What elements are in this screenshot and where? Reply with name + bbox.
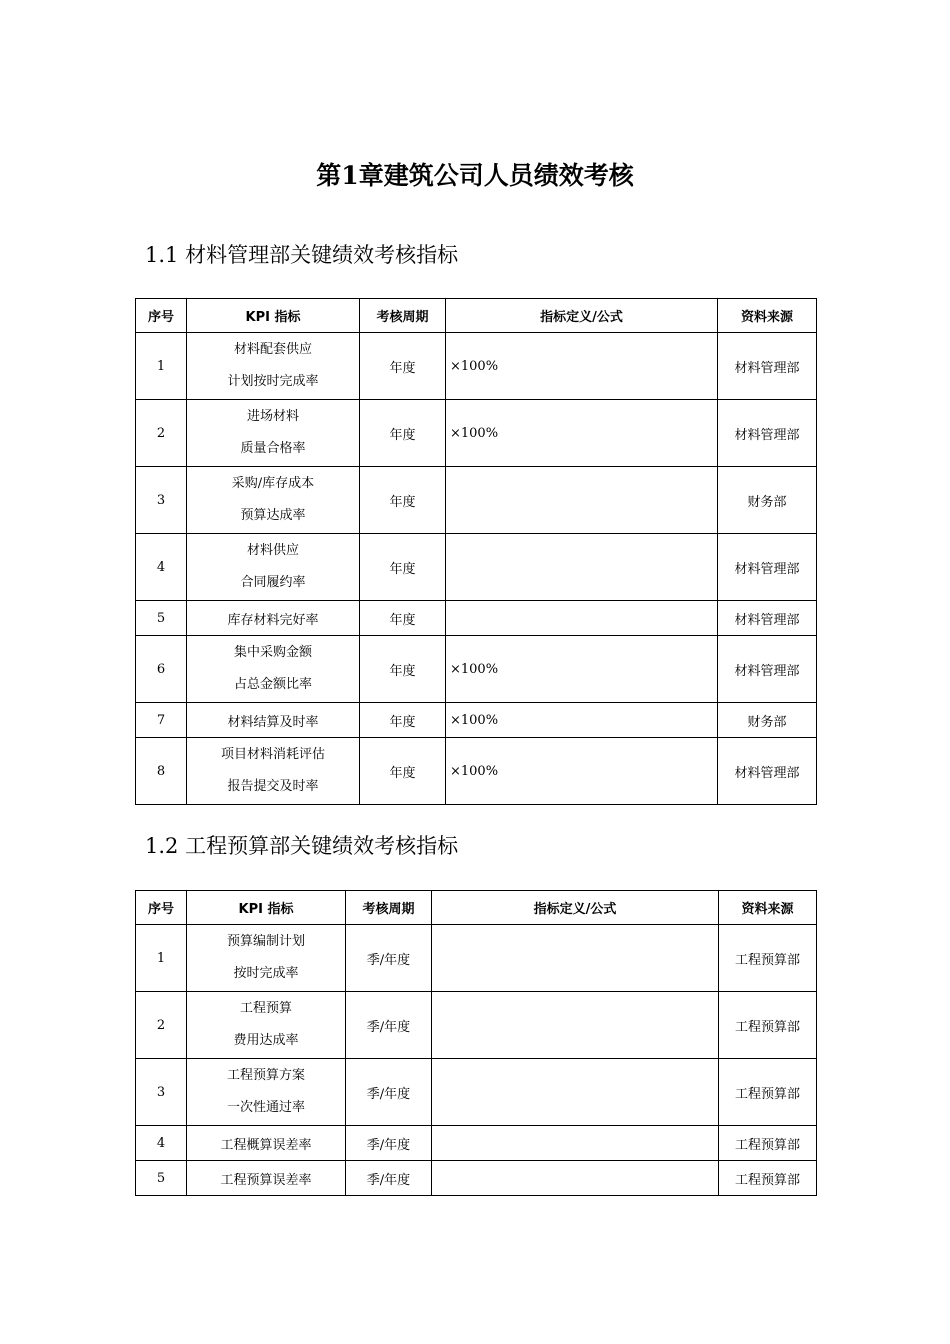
table-row <box>136 703 817 738</box>
period: 季/年度 <box>346 1059 432 1126</box>
source: 财务部 <box>718 467 817 534</box>
row-no: 3 <box>136 1059 187 1126</box>
header-source: 资料来源 <box>718 299 817 333</box>
kpi-line: 材料配套供应 <box>233 342 312 357</box>
period: 季/年度 <box>346 925 432 992</box>
row-no: 2 <box>136 992 187 1059</box>
formula: ×100% <box>446 703 718 738</box>
kpi-name: 材料结算及时率 <box>187 703 360 738</box>
page-title: 第1章建筑公司人员绩效考核 <box>316 161 634 190</box>
table-row <box>136 601 817 636</box>
formula <box>446 467 718 534</box>
row-no: 1 <box>136 925 187 992</box>
table-row <box>136 925 817 992</box>
kpi-name <box>187 534 360 601</box>
row-no: 7 <box>136 703 187 738</box>
source: 材料管理部 <box>718 738 817 805</box>
kpi-line: 采购/库存成本 <box>231 476 315 491</box>
period: 年度 <box>360 636 446 703</box>
period: 年度 <box>360 467 446 534</box>
table-row <box>136 1161 817 1196</box>
formula: ×100% <box>446 636 718 703</box>
table-row <box>136 467 817 534</box>
kpi-line: 材料供应 <box>246 543 299 558</box>
kpi-name <box>187 400 360 467</box>
kpi-line: 工程预算 <box>239 1001 292 1016</box>
row-no: 5 <box>136 601 187 636</box>
kpi-line: 报告提交及时率 <box>227 779 319 794</box>
table-row <box>136 636 817 703</box>
kpi-line: 占总金额比率 <box>233 677 312 692</box>
kpi-line: 一次性通过率 <box>226 1100 305 1115</box>
kpi-name: 工程预算误差率 <box>187 1161 346 1196</box>
source: 材料管理部 <box>718 400 817 467</box>
kpi-line: 进场材料 <box>246 409 299 424</box>
formula <box>432 992 719 1059</box>
formula <box>446 534 718 601</box>
source: 工程预算部 <box>719 1161 817 1196</box>
table-header-row <box>136 299 817 333</box>
table-row <box>136 400 817 467</box>
kpi-name <box>187 333 360 400</box>
kpi-name <box>187 992 346 1059</box>
header-period: 考核周期 <box>346 891 432 925</box>
source: 材料管理部 <box>718 534 817 601</box>
section-heading-materials: 1.1 材料管理部关键绩效考核指标 <box>145 243 459 267</box>
period: 年度 <box>360 703 446 738</box>
table-row <box>136 738 817 805</box>
kpi-line: 工程预算方案 <box>226 1068 305 1083</box>
table-row <box>136 534 817 601</box>
header-no: 序号 <box>136 891 187 925</box>
kpi-line: 合同履约率 <box>240 575 306 590</box>
formula: ×100% <box>446 400 718 467</box>
period: 年度 <box>360 333 446 400</box>
header-formula: 指标定义/公式 <box>432 891 719 925</box>
kpi-name: 库存材料完好率 <box>187 601 360 636</box>
kpi-name <box>187 925 346 992</box>
table-row <box>136 1059 817 1126</box>
kpi-line: 计划按时完成率 <box>227 374 319 389</box>
table-row <box>136 992 817 1059</box>
row-no: 4 <box>136 534 187 601</box>
header-period: 考核周期 <box>360 299 446 333</box>
source: 工程预算部 <box>719 925 817 992</box>
kpi-line: 预算达成率 <box>240 508 306 523</box>
kpi-line: 集中采购金额 <box>233 645 312 660</box>
period: 季/年度 <box>346 1126 432 1161</box>
header-kpi: KPI 指标 <box>187 891 346 925</box>
header-formula: 指标定义/公式 <box>446 299 718 333</box>
kpi-line: 费用达成率 <box>233 1033 299 1048</box>
header-kpi: KPI 指标 <box>187 299 360 333</box>
kpi-name <box>187 467 360 534</box>
row-no: 8 <box>136 738 187 805</box>
kpi-line: 预算编制计划 <box>226 934 305 949</box>
section-heading-budget: 1.2 工程预算部关键绩效考核指标 <box>145 834 459 858</box>
kpi-name: 工程概算误差率 <box>187 1126 346 1161</box>
period: 年度 <box>360 738 446 805</box>
kpi-table-materials <box>135 298 817 805</box>
table-row <box>136 1126 817 1161</box>
formula <box>432 925 719 992</box>
row-no: 2 <box>136 400 187 467</box>
source: 工程预算部 <box>719 1126 817 1161</box>
row-no: 3 <box>136 467 187 534</box>
kpi-name <box>187 738 360 805</box>
source: 材料管理部 <box>718 636 817 703</box>
source: 财务部 <box>718 703 817 738</box>
row-no: 4 <box>136 1126 187 1161</box>
period: 年度 <box>360 400 446 467</box>
kpi-line: 项目材料消耗评估 <box>220 747 325 762</box>
formula: ×100% <box>446 738 718 805</box>
table-header-row <box>136 891 817 925</box>
header-no: 序号 <box>136 299 187 333</box>
row-no: 6 <box>136 636 187 703</box>
row-no: 5 <box>136 1161 187 1196</box>
table-row <box>136 333 817 400</box>
formula <box>432 1126 719 1161</box>
source: 材料管理部 <box>718 601 817 636</box>
period: 季/年度 <box>346 992 432 1059</box>
kpi-line: 按时完成率 <box>233 966 299 981</box>
formula: ×100% <box>446 333 718 400</box>
period: 年度 <box>360 534 446 601</box>
source: 材料管理部 <box>718 333 817 400</box>
kpi-name <box>187 636 360 703</box>
source: 工程预算部 <box>719 992 817 1059</box>
kpi-name <box>187 1059 346 1126</box>
period: 季/年度 <box>346 1161 432 1196</box>
kpi-line: 质量合格率 <box>240 441 306 456</box>
header-source: 资料来源 <box>719 891 817 925</box>
formula <box>432 1059 719 1126</box>
kpi-table-budget <box>135 890 817 1196</box>
source: 工程预算部 <box>719 1059 817 1126</box>
formula <box>432 1161 719 1196</box>
formula <box>446 601 718 636</box>
row-no: 1 <box>136 333 187 400</box>
period: 年度 <box>360 601 446 636</box>
